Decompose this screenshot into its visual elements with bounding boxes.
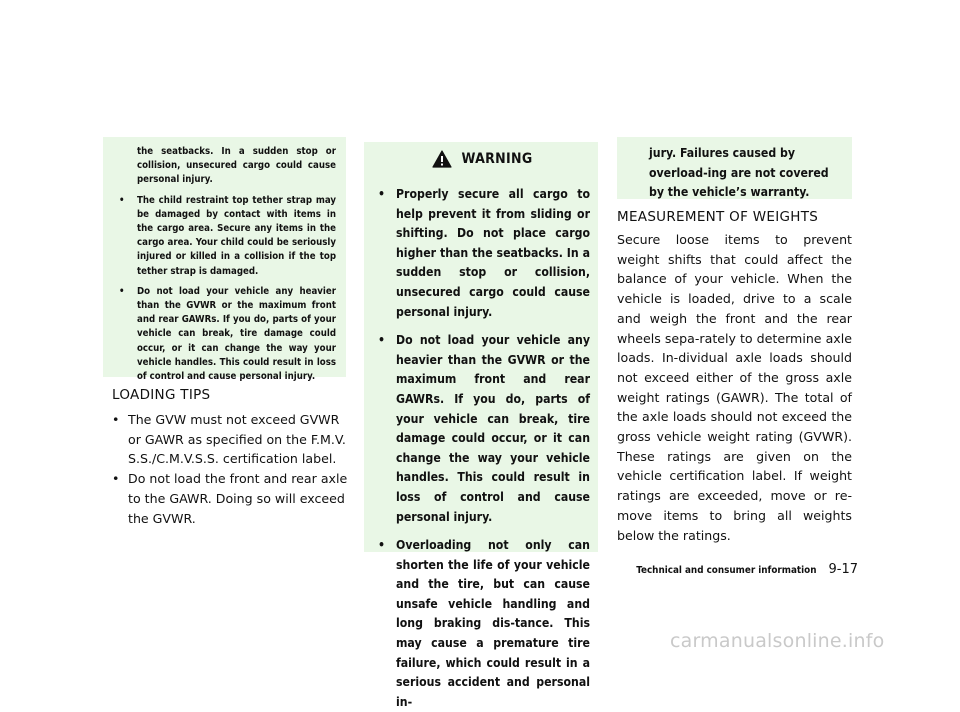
bullet-icon: •: [378, 538, 386, 553]
loading-tips-heading: LOADING TIPS: [112, 387, 211, 403]
caution-box-left: [103, 137, 346, 383]
list-item-text: Do not load the front and rear axle to the GAWR. Doing so will exceed the GVWR.: [128, 471, 348, 526]
page-footer: [620, 562, 858, 577]
warning-header: [374, 142, 590, 176]
bullet-icon: •: [112, 412, 120, 427]
list-item-text: Properly secure all cargo to help prevent it from sliding or shifting. Do not place cargo higher than the seatbacks. In a sudden stop or collision, unsecured cargo could cause personal injury.: [396, 187, 590, 319]
footer-section-label: Technical and consumer information: [636, 565, 817, 576]
box-continued-text: jury. Failures caused by overload-ing are not covered by the vehicle’s warranty.: [649, 146, 829, 200]
loading-tips-list: [112, 410, 348, 528]
page-number: 9-17: [828, 562, 858, 577]
box-continued-text: the seatbacks. In a sudden stop or collision, unsecured cargo could cause personal injury.: [137, 146, 336, 186]
warning-triangle-icon: [432, 150, 452, 168]
warning-box: [364, 142, 598, 709]
warning-title: WARNING: [461, 151, 533, 167]
list-item: [115, 285, 336, 384]
measurement-heading: MEASUREMENT OF WEIGHTS: [617, 209, 819, 225]
list-item-text: The child restraint top tether strap may be damaged by contact with items in the cargo area. Secure any items in the cargo area. Your child could be seriously injured or killed in a collision if the top tether strap is damaged.: [137, 194, 336, 277]
bullet-icon: •: [378, 333, 386, 348]
list-item: [112, 410, 348, 469]
bullet-icon: •: [378, 187, 386, 201]
warning-box-continued: [617, 137, 852, 199]
list-item: [112, 469, 348, 528]
bullet-icon: •: [112, 471, 120, 487]
watermark: carmanualsonline.info: [670, 630, 885, 652]
measurement-section: [617, 230, 852, 545]
list-item-text: Do not load your vehicle any heavier than the GVWR or the maximum front and rear GAWRs. If you do, parts of your vehicle can break, tire damage could occur, or it can change the way your vehicle handles. This could result in loss of control and cause personal injury.: [396, 333, 590, 524]
list-item: [115, 194, 336, 279]
measurement-body: Secure loose items to prevent weight shifts that could affect the balance of your vehicle. When the vehicle is loaded, drive to a scale and weigh the front and the rear wheels sepa-rately to determine axle loads. In-dividual axle loads should not exceed either of the gross axle weight ratings (GAWR). The total of the axle loads should not exceed the gross vehicle weight rating (GVWR). These ratings are given on the vehicle certification label. If weight ratings are exceeded, move or re-move items to bring all weights below the ratings.: [617, 232, 852, 543]
bullet-icon: •: [119, 285, 125, 297]
list-item: [374, 331, 590, 527]
bullet-icon: •: [119, 194, 125, 206]
list-item: [374, 185, 590, 322]
list-item-text: Overloading not only can shorten the life of your vehicle and the tire, but can cause unsafe vehicle handling and long braking dis-tance. This may cause a premature tire failure, which could result in a serious accident and personal in-: [396, 538, 590, 709]
list-item: [374, 536, 590, 712]
list-item-text: The GVW must not exceed GVWR or GAWR as specified on the F.M.V. S.S./C.M.V.S.S. certification label.: [128, 412, 346, 467]
list-item-text: Do not load your vehicle any heavier than the GVWR or the maximum front and rear GAWRs. If you do, parts of your vehicle can break, tire damage could occur, or it can change the way your vehicle handles. This could result in loss of control and cause personal injury.: [137, 285, 336, 383]
